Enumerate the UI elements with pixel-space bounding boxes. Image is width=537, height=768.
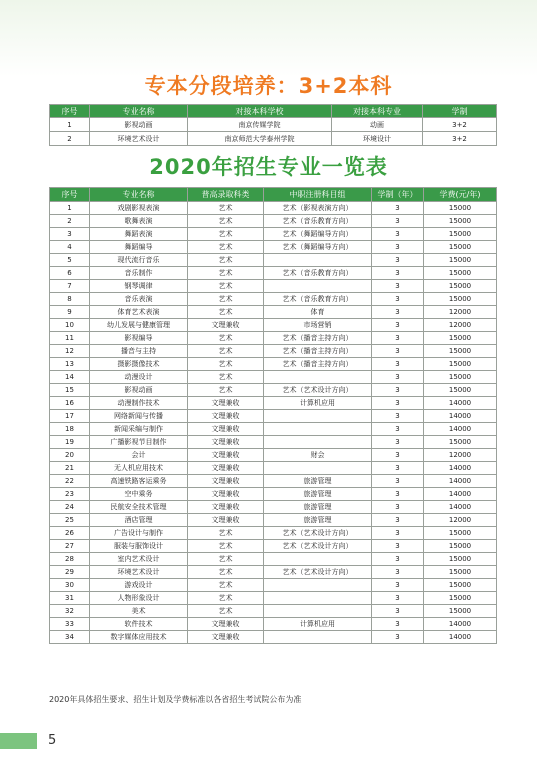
table-cell: 15000 [424, 566, 497, 579]
table-cell: 20 [50, 449, 90, 462]
table-cell: 15000 [424, 215, 497, 228]
table-row [50, 215, 497, 228]
table-cell: 3 [372, 488, 424, 501]
table-cell: 摄影摄像技术 [90, 358, 188, 371]
table-cell: 软件技术 [90, 618, 188, 631]
table-cell: 3 [372, 371, 424, 384]
table-cell: 无人机应用技术 [90, 462, 188, 475]
table-cell: 民航安全技术管理 [90, 501, 188, 514]
section-title-majors-2020: 2020年招生专业一览表 [149, 155, 388, 179]
table-cell [264, 605, 372, 618]
table-cell [264, 280, 372, 293]
table-cell: 文理兼收 [188, 501, 264, 514]
table-cell: 12 [50, 345, 90, 358]
table-cell: 艺术（艺术设计方向） [264, 527, 372, 540]
table-cell: 服装与服饰设计 [90, 540, 188, 553]
table-cell: 艺术（舞蹈编导方向） [264, 228, 372, 241]
table-cell: 高速铁路客运乘务 [90, 475, 188, 488]
table-cell: 艺术 [188, 228, 264, 241]
table-row [50, 514, 497, 527]
joint-program-table [49, 104, 497, 146]
column-header: 学制（年） [372, 188, 424, 202]
table-cell: 艺术（音乐教育方向） [264, 267, 372, 280]
table-cell: 艺术 [188, 540, 264, 553]
table-cell: 12000 [424, 319, 497, 332]
table-cell: 体育艺术表演 [90, 306, 188, 319]
table-cell: 艺术 [188, 293, 264, 306]
table-cell: 环境艺术设计 [90, 132, 188, 146]
table-cell: 艺术 [188, 371, 264, 384]
table-cell: 14000 [424, 631, 497, 644]
table-cell: 2 [50, 132, 90, 146]
column-header: 对接本科学校 [188, 105, 332, 118]
table-cell: 艺术 [188, 345, 264, 358]
table-cell: 艺术（播音主持方向） [264, 358, 372, 371]
table-cell: 30 [50, 579, 90, 592]
column-header: 专业名称 [90, 105, 188, 118]
table-cell: 室内艺术设计 [90, 553, 188, 566]
table-cell: 3 [372, 449, 424, 462]
table-cell: 3 [372, 332, 424, 345]
table-row [50, 410, 497, 423]
table-cell: 市场营销 [264, 319, 372, 332]
table-cell: 幼儿发展与健康管理 [90, 319, 188, 332]
table-row [50, 293, 497, 306]
table-cell: 17 [50, 410, 90, 423]
table-row [50, 306, 497, 319]
table-cell: 15000 [424, 241, 497, 254]
footnote: 2020年具体招生要求、招生计划及学费标准以各省招生考试院公布为准 [49, 695, 302, 704]
table-cell: 现代流行音乐 [90, 254, 188, 267]
table-cell: 12000 [424, 449, 497, 462]
table-cell: 3 [372, 306, 424, 319]
table-cell: 23 [50, 488, 90, 501]
table-cell: 3 [372, 514, 424, 527]
table-cell: 3 [372, 215, 424, 228]
table-cell: 3 [372, 475, 424, 488]
table-cell: 文理兼收 [188, 436, 264, 449]
table-cell: 舞蹈表演 [90, 228, 188, 241]
table-cell: 艺术（艺术设计方向） [264, 566, 372, 579]
table-cell: 3 [372, 410, 424, 423]
table-cell: 文理兼收 [188, 618, 264, 631]
table-cell: 动漫制作技术 [90, 397, 188, 410]
table-cell: 11 [50, 332, 90, 345]
table-cell: 24 [50, 501, 90, 514]
table-cell: 12000 [424, 514, 497, 527]
table-cell: 4 [50, 241, 90, 254]
table-cell: 31 [50, 592, 90, 605]
table-cell: 艺术 [188, 579, 264, 592]
table-cell: 艺术 [188, 384, 264, 397]
table-row [50, 501, 497, 514]
column-header: 中职注册科目组 [264, 188, 372, 202]
table-cell: 艺术（舞蹈编导方向） [264, 241, 372, 254]
table-cell: 游戏设计 [90, 579, 188, 592]
table-row [50, 423, 497, 436]
table-cell: 音乐制作 [90, 267, 188, 280]
table-cell: 3 [372, 241, 424, 254]
table-cell: 新闻采编与制作 [90, 423, 188, 436]
table-cell: 数字媒体应用技术 [90, 631, 188, 644]
table-row [50, 540, 497, 553]
table-row [50, 241, 497, 254]
table-row [50, 605, 497, 618]
table-cell: 22 [50, 475, 90, 488]
table-cell: 15000 [424, 540, 497, 553]
table-cell: 3 [372, 280, 424, 293]
table-cell: 艺术 [188, 592, 264, 605]
table-cell: 3+2 [423, 132, 497, 146]
table-cell: 文理兼收 [188, 514, 264, 527]
table-cell: 26 [50, 527, 90, 540]
table-cell: 文理兼收 [188, 319, 264, 332]
table-cell: 3 [372, 579, 424, 592]
table-cell: 体育 [264, 306, 372, 319]
table-cell: 网络新闻与传播 [90, 410, 188, 423]
table-cell: 人物形象设计 [90, 592, 188, 605]
table-row [50, 371, 497, 384]
table-cell: 27 [50, 540, 90, 553]
table-cell: 15000 [424, 358, 497, 371]
table-cell: 3 [50, 228, 90, 241]
table-cell: 空中乘务 [90, 488, 188, 501]
table-cell: 动漫设计 [90, 371, 188, 384]
table-cell: 文理兼收 [188, 475, 264, 488]
table-cell: 歌舞表演 [90, 215, 188, 228]
table-cell: 文理兼收 [188, 410, 264, 423]
table-cell: 15000 [424, 345, 497, 358]
table-row [50, 436, 497, 449]
table-row [50, 527, 497, 540]
table-cell [264, 462, 372, 475]
table-cell: 艺术（播音主持方向） [264, 332, 372, 345]
table-cell: 14000 [424, 410, 497, 423]
table-cell: 18 [50, 423, 90, 436]
table-cell: 广播影视节目制作 [90, 436, 188, 449]
table-cell: 15000 [424, 527, 497, 540]
table-cell: 3 [372, 540, 424, 553]
table-cell: 艺术 [188, 280, 264, 293]
table-cell: 14000 [424, 397, 497, 410]
table-cell: 文理兼收 [188, 423, 264, 436]
table-cell: 艺术 [188, 215, 264, 228]
table-cell: 艺术 [188, 566, 264, 579]
table-cell: 3 [372, 202, 424, 215]
table-row [50, 553, 497, 566]
table-cell: 14000 [424, 488, 497, 501]
table-cell [264, 553, 372, 566]
table-cell: 3+2 [423, 118, 497, 132]
table-cell: 影视编导 [90, 332, 188, 345]
table-cell: 6 [50, 267, 90, 280]
table-row [50, 132, 497, 146]
table-cell: 艺术（音乐教育方向） [264, 215, 372, 228]
column-header: 普高录取科类 [188, 188, 264, 202]
table-cell [264, 579, 372, 592]
table-cell: 2 [50, 215, 90, 228]
table-cell: 3 [372, 592, 424, 605]
table-cell: 酒店管理 [90, 514, 188, 527]
table-cell: 计算机应用 [264, 618, 372, 631]
table-cell: 33 [50, 618, 90, 631]
footer-accent-bar [0, 733, 37, 749]
table-cell: 旅游管理 [264, 475, 372, 488]
table-cell: 14000 [424, 475, 497, 488]
table-cell: 影视动画 [90, 384, 188, 397]
table-cell: 8 [50, 293, 90, 306]
table-cell: 15000 [424, 436, 497, 449]
table-cell: 艺术 [188, 358, 264, 371]
table-row [50, 462, 497, 475]
table-row [50, 280, 497, 293]
table-cell: 16 [50, 397, 90, 410]
table-cell [264, 254, 372, 267]
table-cell [264, 592, 372, 605]
table-cell: 艺术（艺术设计方向） [264, 540, 372, 553]
table-row [50, 384, 497, 397]
table-cell: 艺术（音乐教育方向） [264, 293, 372, 306]
table-cell: 3 [372, 228, 424, 241]
table-cell: 15000 [424, 592, 497, 605]
table-cell: 艺术（影视表演方向） [264, 202, 372, 215]
table-row [50, 488, 497, 501]
table-cell: 广告设计与制作 [90, 527, 188, 540]
table-cell: 环境设计 [332, 132, 423, 146]
table-cell: 文理兼收 [188, 397, 264, 410]
section-title-3plus2: 专本分段培养：3+2本科 [144, 74, 393, 98]
table-row [50, 579, 497, 592]
table-cell: 15000 [424, 371, 497, 384]
column-header: 学制 [423, 105, 497, 118]
table-cell: 3 [372, 462, 424, 475]
table-cell: 3 [372, 293, 424, 306]
table-cell: 艺术 [188, 306, 264, 319]
table-cell: 3 [372, 345, 424, 358]
table-cell: 29 [50, 566, 90, 579]
table-cell: 14000 [424, 462, 497, 475]
table-cell: 动画 [332, 118, 423, 132]
table-row [50, 228, 497, 241]
table-cell: 3 [372, 397, 424, 410]
table-cell: 15000 [424, 228, 497, 241]
column-header: 序号 [50, 105, 90, 118]
table-cell: 3 [372, 267, 424, 280]
table-cell: 环境艺术设计 [90, 566, 188, 579]
table-cell: 3 [372, 527, 424, 540]
table-cell: 15000 [424, 332, 497, 345]
table-cell: 15000 [424, 202, 497, 215]
table-cell: 艺术 [188, 332, 264, 345]
table-cell: 艺术 [188, 605, 264, 618]
table-cell: 舞蹈编导 [90, 241, 188, 254]
table-cell: 3 [372, 566, 424, 579]
table-cell [264, 631, 372, 644]
table-cell: 19 [50, 436, 90, 449]
table-row [50, 202, 497, 215]
table-cell: 12000 [424, 306, 497, 319]
table-cell: 文理兼收 [188, 462, 264, 475]
table-cell: 14000 [424, 501, 497, 514]
table-cell: 财会 [264, 449, 372, 462]
table-cell: 32 [50, 605, 90, 618]
table-cell: 3 [372, 423, 424, 436]
table-row [50, 566, 497, 579]
table-cell: 美术 [90, 605, 188, 618]
table-cell: 10 [50, 319, 90, 332]
table-cell: 7 [50, 280, 90, 293]
table-row [50, 618, 497, 631]
table-cell: 5 [50, 254, 90, 267]
table-cell: 南京传媒学院 [188, 118, 332, 132]
table-row [50, 449, 497, 462]
table-cell: 3 [372, 501, 424, 514]
table-cell: 3 [372, 618, 424, 631]
table-cell: 3 [372, 436, 424, 449]
table-cell: 25 [50, 514, 90, 527]
table-cell: 15 [50, 384, 90, 397]
column-header: 序号 [50, 188, 90, 202]
table-cell: 28 [50, 553, 90, 566]
table-cell: 14000 [424, 618, 497, 631]
table-cell: 艺术（艺术设计方向） [264, 384, 372, 397]
table-row [50, 118, 497, 132]
table-cell: 3 [372, 631, 424, 644]
table-header-row [50, 188, 497, 202]
table-cell: 13 [50, 358, 90, 371]
table-cell: 文理兼收 [188, 449, 264, 462]
table-cell [264, 410, 372, 423]
table-cell: 34 [50, 631, 90, 644]
table-cell: 戏剧影视表演 [90, 202, 188, 215]
table-row [50, 475, 497, 488]
table-cell: 艺术 [188, 254, 264, 267]
table-cell: 15000 [424, 254, 497, 267]
table-cell: 3 [372, 553, 424, 566]
table-cell: 艺术 [188, 267, 264, 280]
page-number: 5 [48, 733, 57, 748]
column-header: 学费(元/年) [424, 188, 497, 202]
table-cell: 会计 [90, 449, 188, 462]
table-row [50, 267, 497, 280]
table-cell: 艺术 [188, 527, 264, 540]
table-row [50, 592, 497, 605]
table-cell: 3 [372, 254, 424, 267]
table-cell: 旅游管理 [264, 488, 372, 501]
table-row [50, 345, 497, 358]
table-row [50, 332, 497, 345]
table-cell: 1 [50, 202, 90, 215]
table-cell: 14 [50, 371, 90, 384]
table-cell: 15000 [424, 579, 497, 592]
table-row [50, 319, 497, 332]
table-cell: 15000 [424, 605, 497, 618]
table-cell [264, 423, 372, 436]
table-cell: 计算机应用 [264, 397, 372, 410]
table-row [50, 254, 497, 267]
table-cell: 21 [50, 462, 90, 475]
table-cell: 旅游管理 [264, 514, 372, 527]
table-cell [264, 371, 372, 384]
column-header: 专业名称 [90, 188, 188, 202]
table-cell: 3 [372, 605, 424, 618]
table-cell: 15000 [424, 267, 497, 280]
table-cell: 文理兼收 [188, 488, 264, 501]
table-row [50, 631, 497, 644]
column-header: 对接本科专业 [332, 105, 423, 118]
table-cell: 影视动画 [90, 118, 188, 132]
table-cell: 艺术 [188, 553, 264, 566]
table-cell: 3 [372, 319, 424, 332]
table-cell: 14000 [424, 423, 497, 436]
table-cell: 艺术 [188, 241, 264, 254]
table-cell: 钢琴调律 [90, 280, 188, 293]
table-cell: 音乐表演 [90, 293, 188, 306]
table-cell: 南京师范大学泰州学院 [188, 132, 332, 146]
table-cell: 9 [50, 306, 90, 319]
table-header-row [50, 105, 497, 118]
table-cell [264, 436, 372, 449]
table-cell: 文理兼收 [188, 631, 264, 644]
table-cell: 15000 [424, 280, 497, 293]
table-cell: 1 [50, 118, 90, 132]
table-cell: 15000 [424, 384, 497, 397]
table-cell: 艺术 [188, 202, 264, 215]
table-cell: 15000 [424, 293, 497, 306]
table-cell: 3 [372, 384, 424, 397]
table-row [50, 397, 497, 410]
table-cell: 15000 [424, 553, 497, 566]
table-cell: 艺术（播音主持方向） [264, 345, 372, 358]
table-row [50, 358, 497, 371]
table-cell: 旅游管理 [264, 501, 372, 514]
table-cell: 3 [372, 358, 424, 371]
table-cell: 播音与主持 [90, 345, 188, 358]
majors-table [49, 187, 497, 644]
